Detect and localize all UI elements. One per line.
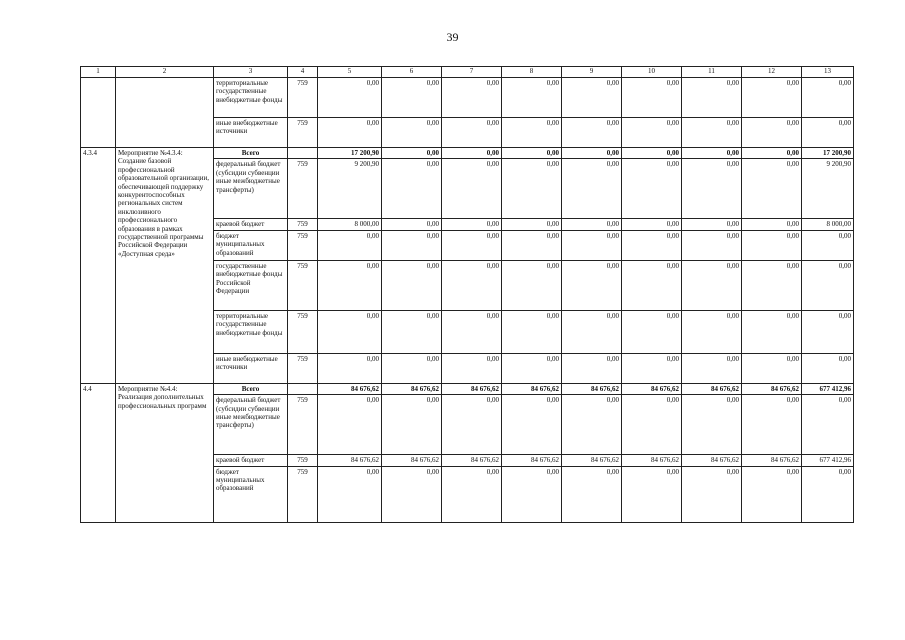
funding-source-cell: краевой бюджет	[214, 219, 288, 230]
value-cell: 0,00	[502, 148, 562, 159]
column-header: 8	[502, 67, 562, 78]
column-header: 6	[382, 67, 442, 78]
table-row-total	[81, 148, 854, 159]
value-cell: 0,00	[682, 219, 742, 230]
value-cell: 0,00	[742, 159, 802, 219]
value-cell: 0,00	[382, 159, 442, 219]
code-cell: 759	[288, 353, 318, 383]
code-cell: 759	[288, 310, 318, 353]
value-cell: 0,00	[622, 353, 682, 383]
value-cell: 0,00	[502, 310, 562, 353]
value-cell: 0,00	[622, 395, 682, 455]
funding-source-cell: территориальные государственные внебюджетные фонды	[214, 78, 288, 118]
value-cell: 0,00	[562, 395, 622, 455]
funding-source-cell: Всего	[214, 383, 288, 394]
value-cell: 84 676,62	[382, 383, 442, 394]
value-cell: 0,00	[502, 118, 562, 148]
value-cell: 0,00	[562, 219, 622, 230]
value-cell: 0,00	[622, 118, 682, 148]
funding-source-cell: федеральный бюджет (субсидии субвенции иные межбюджетные трансферты)	[214, 395, 288, 455]
column-header: 5	[318, 67, 382, 78]
table-row-total	[81, 383, 854, 394]
funding-source-cell: иные внебюджетные источники	[214, 118, 288, 148]
value-cell: 0,00	[442, 310, 502, 353]
value-cell: 0,00	[682, 260, 742, 310]
measure-name-cell	[116, 78, 214, 148]
value-cell: 0,00	[502, 230, 562, 260]
value-cell: 0,00	[802, 78, 854, 118]
value-cell: 0,00	[802, 353, 854, 383]
value-cell: 0,00	[802, 230, 854, 260]
column-header: 13	[802, 67, 854, 78]
funding-source-cell: иные внебюджетные источники	[214, 353, 288, 383]
value-cell: 0,00	[562, 230, 622, 260]
value-cell: 0,00	[382, 353, 442, 383]
row-index-cell: 4.4	[81, 383, 116, 522]
value-cell: 0,00	[382, 78, 442, 118]
value-cell: 0,00	[622, 219, 682, 230]
funding-source-cell: краевой бюджет	[214, 455, 288, 466]
value-cell: 84 676,62	[622, 383, 682, 394]
value-cell: 0,00	[502, 466, 562, 522]
value-cell: 0,00	[742, 466, 802, 522]
value-cell: 0,00	[442, 118, 502, 148]
column-header: 11	[682, 67, 742, 78]
value-cell: 8 000,00	[318, 219, 382, 230]
value-cell: 0,00	[442, 353, 502, 383]
value-cell: 0,00	[502, 78, 562, 118]
value-cell: 0,00	[382, 310, 442, 353]
value-cell: 0,00	[682, 310, 742, 353]
funding-source-cell: бюджет муниципальных образований	[214, 230, 288, 260]
value-cell: 0,00	[682, 159, 742, 219]
value-cell: 0,00	[318, 260, 382, 310]
value-cell: 0,00	[382, 395, 442, 455]
value-cell: 84 676,62	[318, 455, 382, 466]
value-cell: 8 000,00	[802, 219, 854, 230]
value-cell: 0,00	[622, 159, 682, 219]
value-cell: 84 676,62	[442, 383, 502, 394]
value-cell: 0,00	[318, 310, 382, 353]
value-cell: 0,00	[682, 353, 742, 383]
value-cell: 0,00	[622, 148, 682, 159]
column-header: 12	[742, 67, 802, 78]
value-cell: 84 676,62	[382, 455, 442, 466]
value-cell: 0,00	[382, 219, 442, 230]
value-cell: 0,00	[442, 260, 502, 310]
funding-source-cell: территориальные государственные внебюджетные фонды	[214, 310, 288, 353]
value-cell: 0,00	[622, 310, 682, 353]
code-cell: 759	[288, 78, 318, 118]
value-cell: 0,00	[622, 230, 682, 260]
value-cell: 0,00	[802, 260, 854, 310]
value-cell: 0,00	[318, 353, 382, 383]
value-cell: 0,00	[442, 219, 502, 230]
funding-source-cell: государственные внебюджетные фонды Российской Федерации	[214, 260, 288, 310]
value-cell: 0,00	[382, 230, 442, 260]
value-cell: 84 676,62	[742, 455, 802, 466]
value-cell: 0,00	[318, 78, 382, 118]
code-cell: 759	[288, 118, 318, 148]
value-cell: 0,00	[562, 78, 622, 118]
value-cell: 0,00	[562, 260, 622, 310]
value-cell: 0,00	[622, 260, 682, 310]
value-cell: 0,00	[802, 466, 854, 522]
code-cell: 759	[288, 159, 318, 219]
value-cell: 0,00	[502, 260, 562, 310]
header-row	[81, 67, 854, 78]
value-cell: 0,00	[742, 353, 802, 383]
measure-name-cell: Мероприятие №4.3.4: Создание базовой профессиональной образовательной организации, обеспечивающей поддержку конкурентоспособных региональных систем инклюзивного профессионального образования в рамках государственной программы Российской Федерации «Доступная среда»	[116, 148, 214, 384]
column-header: 7	[442, 67, 502, 78]
funding-source-cell: федеральный бюджет (субсидии субвенции иные межбюджетные трансферты)	[214, 159, 288, 219]
value-cell: 84 676,62	[502, 383, 562, 394]
value-cell: 0,00	[442, 395, 502, 455]
value-cell: 17 200,90	[318, 148, 382, 159]
value-cell: 0,00	[562, 466, 622, 522]
value-cell: 0,00	[502, 395, 562, 455]
budget-table	[80, 66, 854, 523]
value-cell: 9 200,90	[802, 159, 854, 219]
code-cell: 759	[288, 260, 318, 310]
value-cell: 84 676,62	[742, 383, 802, 394]
value-cell: 0,00	[682, 230, 742, 260]
measure-name-cell: Мероприятие №4.4: Реализация дополнительных профессиональных программ	[116, 383, 214, 522]
value-cell: 0,00	[382, 118, 442, 148]
value-cell: 0,00	[562, 148, 622, 159]
value-cell: 0,00	[442, 230, 502, 260]
table-row	[81, 78, 854, 118]
value-cell: 0,00	[562, 159, 622, 219]
value-cell: 84 676,62	[442, 455, 502, 466]
value-cell: 0,00	[742, 148, 802, 159]
value-cell: 0,00	[682, 118, 742, 148]
value-cell: 0,00	[682, 148, 742, 159]
funding-source-cell: Всего	[214, 148, 288, 159]
value-cell: 0,00	[742, 310, 802, 353]
value-cell: 0,00	[802, 310, 854, 353]
value-cell: 9 200,90	[318, 159, 382, 219]
code-cell: 759	[288, 466, 318, 522]
column-header: 1	[81, 67, 116, 78]
value-cell: 0,00	[382, 148, 442, 159]
value-cell: 0,00	[502, 159, 562, 219]
value-cell: 0,00	[742, 260, 802, 310]
value-cell: 84 676,62	[562, 455, 622, 466]
column-header: 3	[214, 67, 288, 78]
value-cell: 0,00	[802, 395, 854, 455]
value-cell: 0,00	[742, 78, 802, 118]
value-cell: 0,00	[742, 118, 802, 148]
column-header: 9	[562, 67, 622, 78]
value-cell: 17 200,90	[802, 148, 854, 159]
value-cell: 0,00	[382, 260, 442, 310]
value-cell: 677 412,96	[802, 455, 854, 466]
value-cell: 84 676,62	[622, 455, 682, 466]
row-index-cell: 4.3.4	[81, 148, 116, 384]
value-cell: 0,00	[562, 118, 622, 148]
value-cell: 0,00	[742, 230, 802, 260]
value-cell: 0,00	[318, 395, 382, 455]
code-cell: 759	[288, 230, 318, 260]
value-cell: 0,00	[442, 78, 502, 118]
page-number: 39	[446, 30, 459, 44]
value-cell: 0,00	[742, 219, 802, 230]
value-cell: 0,00	[442, 466, 502, 522]
row-index-cell	[81, 78, 116, 148]
value-cell: 0,00	[502, 353, 562, 383]
value-cell: 84 676,62	[502, 455, 562, 466]
value-cell: 0,00	[502, 219, 562, 230]
value-cell: 0,00	[562, 310, 622, 353]
code-cell: 759	[288, 219, 318, 230]
code-cell	[288, 148, 318, 159]
code-cell: 759	[288, 395, 318, 455]
value-cell: 0,00	[442, 148, 502, 159]
value-cell: 0,00	[682, 466, 742, 522]
value-cell: 0,00	[622, 466, 682, 522]
value-cell: 0,00	[802, 118, 854, 148]
value-cell: 0,00	[622, 78, 682, 118]
value-cell: 84 676,62	[682, 455, 742, 466]
value-cell: 0,00	[382, 466, 442, 522]
value-cell: 677 412,96	[802, 383, 854, 394]
value-cell: 84 676,62	[562, 383, 622, 394]
code-cell: 759	[288, 455, 318, 466]
value-cell: 0,00	[442, 159, 502, 219]
value-cell: 0,00	[682, 78, 742, 118]
value-cell: 84 676,62	[318, 383, 382, 394]
value-cell: 0,00	[562, 353, 622, 383]
value-cell: 0,00	[318, 466, 382, 522]
value-cell: 0,00	[742, 395, 802, 455]
value-cell: 84 676,62	[682, 383, 742, 394]
column-header: 2	[116, 67, 214, 78]
value-cell: 0,00	[318, 230, 382, 260]
value-cell: 0,00	[682, 395, 742, 455]
funding-source-cell: бюджет муниципальных образований	[214, 466, 288, 522]
value-cell: 0,00	[318, 118, 382, 148]
column-header: 4	[288, 67, 318, 78]
code-cell	[288, 383, 318, 394]
column-header: 10	[622, 67, 682, 78]
